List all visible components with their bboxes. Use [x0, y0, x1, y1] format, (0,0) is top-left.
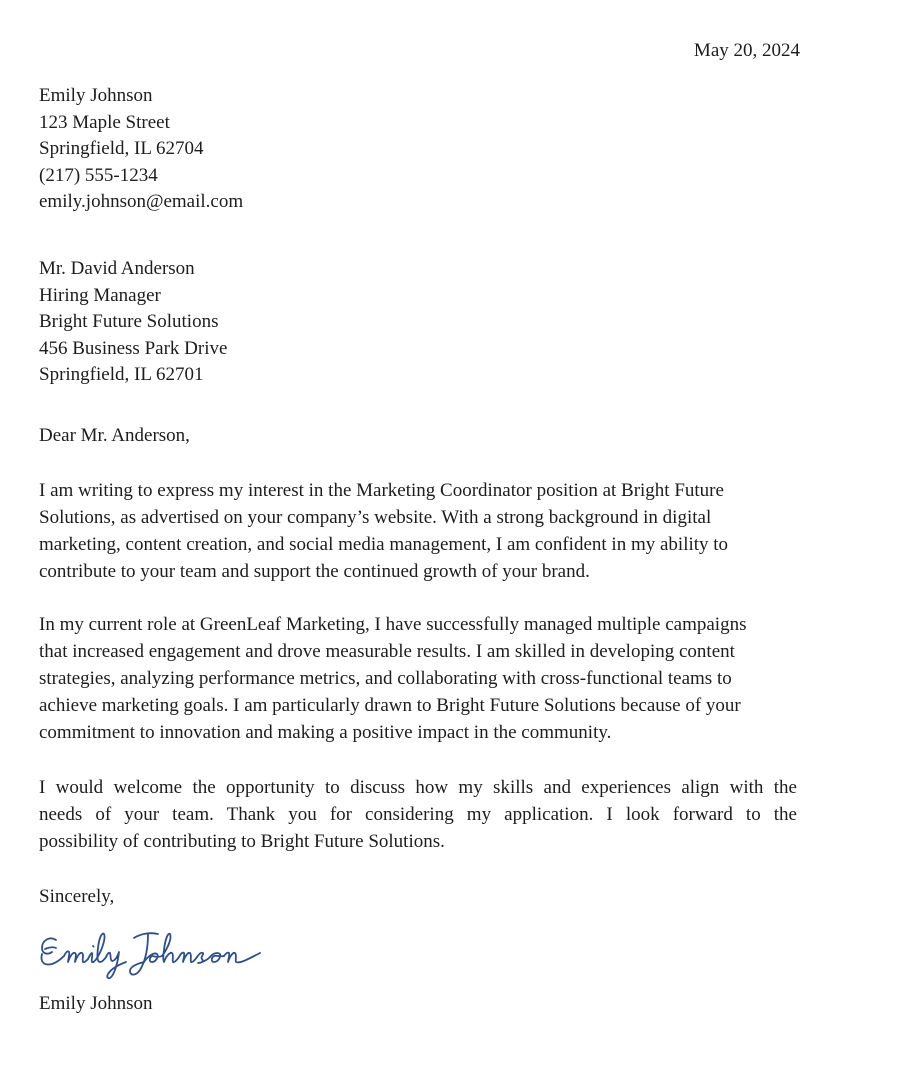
paragraph-3-line: I would welcome the opportunity to discuss how my skills and experiences align with the [39, 777, 797, 798]
recipient-address-block [39, 256, 227, 389]
signature-drawing [36, 922, 276, 982]
paragraph-2-line: achieve marketing goals. I am particularly drawn to Bright Future Solutions because of your [39, 695, 741, 716]
sender-phone: (217) 555-1234 [39, 164, 158, 186]
salutation: Dear Mr. Anderson, [39, 425, 190, 446]
paragraph-2-line: strategies, analyzing performance metrics, and collaborating with cross-functional teams to [39, 668, 732, 689]
recipient-company: Bright Future Solutions [39, 311, 219, 332]
paragraph-2-line: In my current role at GreenLeaf Marketing, I have successfully managed multiple campaigns [39, 614, 747, 635]
paragraph-1-line: Solutions, as advertised on your company’s website. With a strong background in digital [39, 507, 712, 528]
body-paragraph-3 [39, 774, 797, 855]
paragraph-1-line: contribute to your team and support the continued growth of your brand. [39, 561, 590, 582]
printed-name: Emily Johnson [39, 993, 153, 1014]
recipient-city-state-zip: Springfield, IL 62701 [39, 364, 204, 385]
body-paragraph-2 [39, 611, 797, 746]
paragraph-1-line: I am writing to express my interest in the Marketing Coordinator position at Bright Future [39, 480, 724, 501]
sender-street: 123 Maple Street [39, 111, 170, 133]
recipient-street: 456 Business Park Drive [39, 337, 228, 359]
recipient-name: Mr. David Anderson [39, 258, 195, 279]
letter-date: May 20, 2024 [693, 40, 800, 61]
body-paragraph-1 [39, 477, 797, 585]
sender-address-block [39, 83, 243, 216]
sender-email: emily.johnson@email.com [39, 191, 244, 212]
sender-name: Emily Johnson [39, 85, 153, 106]
paragraph-3-line: possibility of contributing to Bright Future Solutions. [39, 831, 445, 852]
closing: Sincerely, [39, 886, 115, 907]
paragraph-1-line: marketing, content creation, and social media management, I am confident in my ability to [39, 534, 729, 555]
handwritten-signature [36, 922, 276, 982]
paragraph-2-line: commitment to innovation and making a positive impact in the community. [39, 722, 612, 743]
paragraph-2-line: that increased engagement and drove measurable results. I am skilled in developing content [39, 641, 735, 662]
sender-city-state-zip: Springfield, IL 62704 [39, 138, 204, 159]
paragraph-3-line: needs of your team. Thank you for considering my application. I look forward to the [39, 804, 797, 825]
recipient-title: Hiring Manager [39, 284, 161, 306]
